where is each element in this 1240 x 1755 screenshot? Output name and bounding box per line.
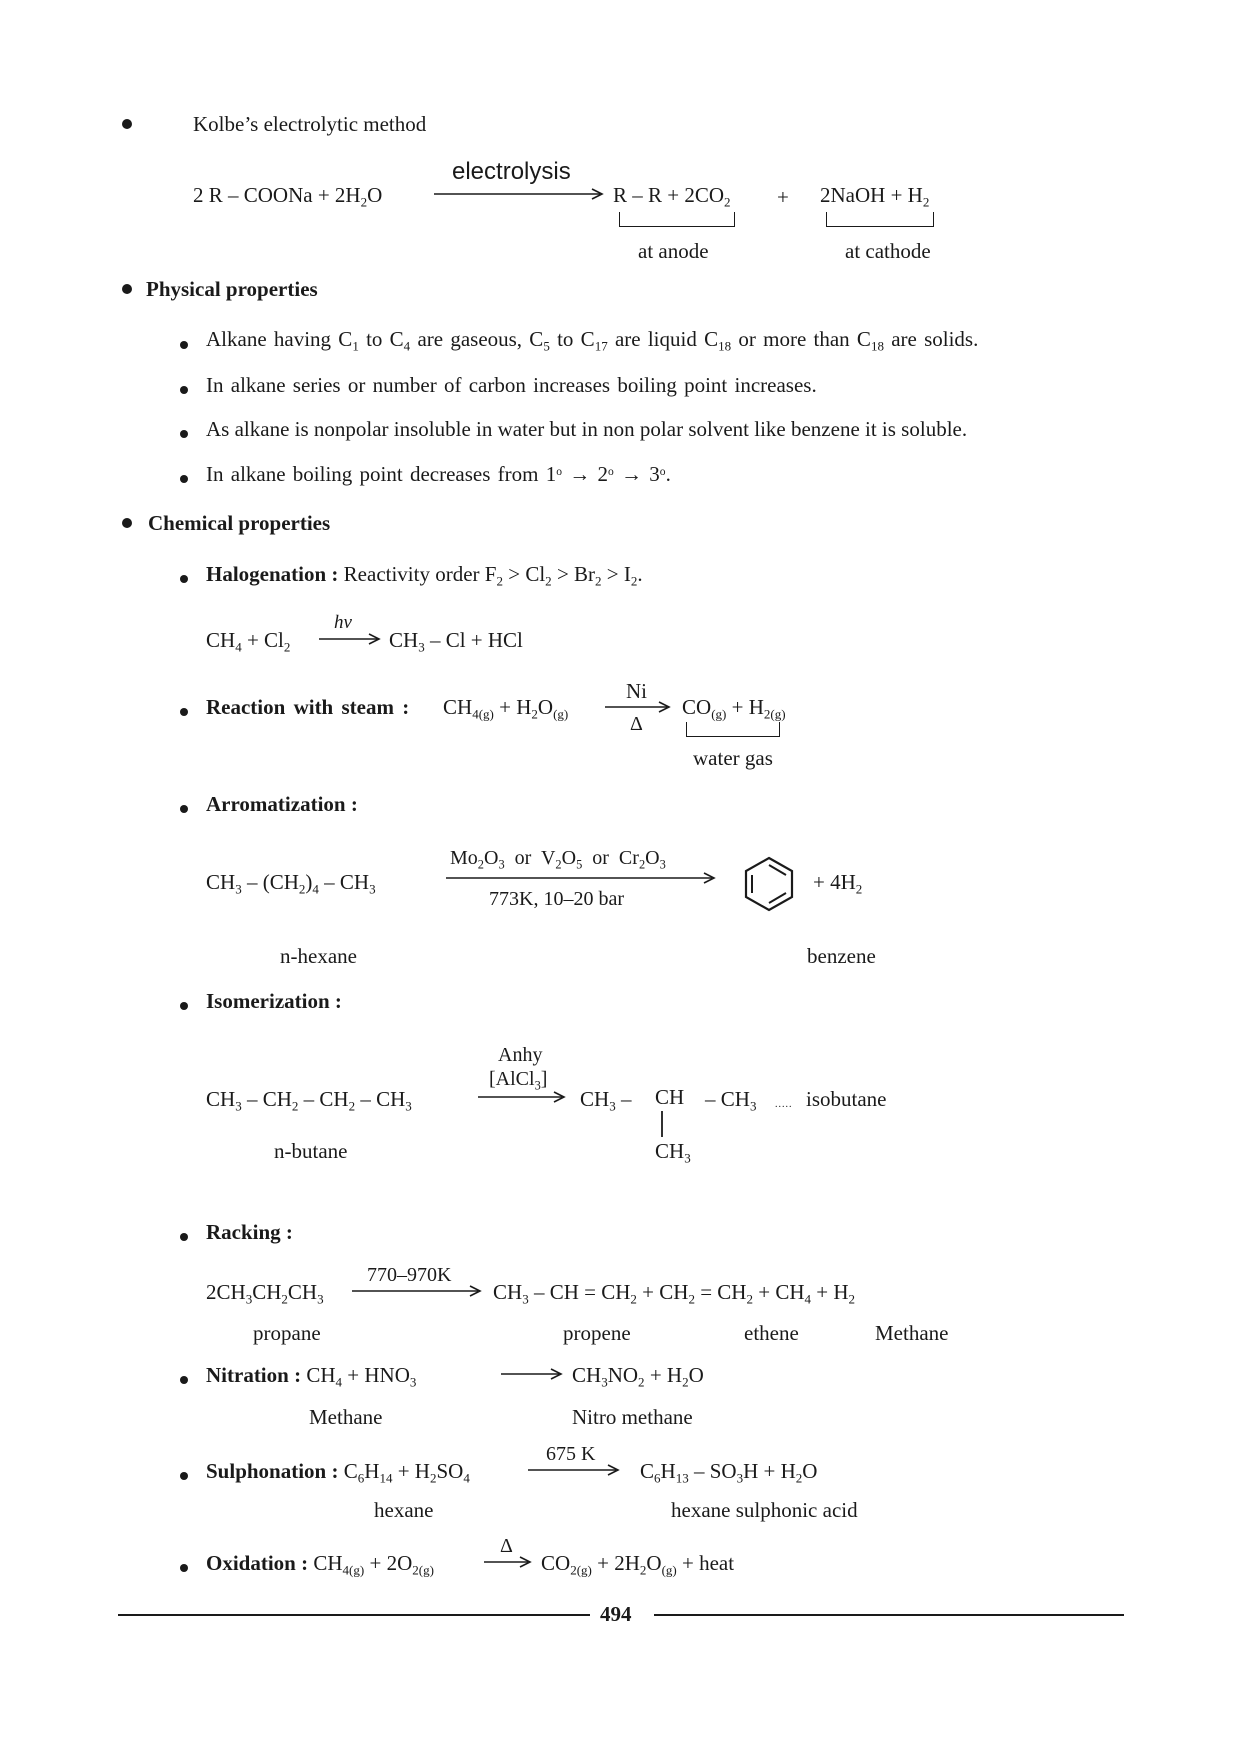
bullet [122, 119, 132, 129]
sub-bullet [180, 386, 188, 394]
halogenation-lhs: $CH_4 + Cl_2$ [206, 628, 291, 655]
steam-rhs: $CO_{(g)} + H_{2(g)}$ [682, 695, 786, 722]
oxidation-lhs: Oxidation : $CH_{4(g)} + 2O_{2(g)}$ [206, 1551, 434, 1578]
plus-sign: + [777, 185, 789, 209]
anode-bracket [619, 212, 735, 227]
sub-bullet [180, 1564, 188, 1572]
reaction-arrow [528, 1463, 622, 1477]
page-number: 494 [600, 1602, 632, 1626]
aromatization-rhs: + $4H_2$ [813, 870, 863, 897]
isomerization-rhs-a: $CH_3$ – [580, 1087, 637, 1114]
cracking-rhs: $CH_3$ – CH = $CH_2 + CH_2 = CH_2 + CH_4 + H_2$ [493, 1280, 856, 1307]
nitration-rhs-name: Nitro methane [572, 1405, 693, 1429]
water-gas-label: water gas [693, 746, 773, 770]
physical-point-1: Alkane having $C_1$ to $C_4$ are gaseous, $C_5$ to $C_{17}$ are liquid $C_{18}$ or more than $C_{18}$ are solids. [206, 327, 979, 354]
sub-bullet [180, 1233, 188, 1241]
reaction-arrow [501, 1367, 565, 1381]
cathode-label: at cathode [845, 239, 931, 263]
sulphonation-lhs: Sulphonation : $C_6H_{14} + H_2SO_4$ [206, 1459, 470, 1486]
aromatization-conditions: 773K, 10–20 bar [489, 888, 624, 910]
reaction-arrow [319, 632, 383, 646]
halogenation-arrow-label: hv [334, 612, 352, 633]
sulphonation-rhs: $C_6H_{13} - SO_3H + H_2O$ [640, 1459, 818, 1486]
benzene-label: benzene [807, 944, 876, 968]
halogenation-line: Halogenation : Reactivity order $F_2 > Cl_2 > Br_2 > I_2$. [206, 562, 643, 589]
nitration-lhs: Nitration : $CH_4 + HNO_3$ [206, 1363, 417, 1390]
cracking-arrow-label: 770–970K [367, 1264, 452, 1286]
reaction-arrow [605, 700, 673, 714]
cracking-label: Racking : [206, 1220, 293, 1244]
anode-label: at anode [638, 239, 709, 263]
n-butane-label: n-butane [274, 1139, 348, 1163]
sub-bullet [180, 475, 188, 483]
sub-bullet [180, 341, 188, 349]
aromatization-lhs: $CH_3 - (CH_2)_4 - CH_3$ [206, 870, 376, 897]
steam-arrow-label: Ni [626, 679, 647, 703]
footer-rule-left [118, 1614, 590, 1616]
footer-rule-right [654, 1614, 1124, 1616]
propene-label: propene [563, 1321, 631, 1345]
steam-lhs: $CH_{4(g)} + H_2O_{(g)}$ [443, 695, 569, 722]
reaction-arrow [434, 187, 606, 201]
reaction-arrow [484, 1555, 534, 1569]
cracking-lhs: $2CH_3CH_2CH_3$ [206, 1280, 324, 1307]
isomerization-label: Isomerization : [206, 989, 342, 1013]
bond-line [659, 1111, 665, 1139]
kolbe-title: Kolbe’s electrolytic method [193, 112, 427, 136]
halogenation-rhs: $CH_3$ – Cl + HCl [389, 628, 523, 655]
reaction-arrow [352, 1284, 484, 1298]
kolbe-lhs: 2 R – COONa + $2H_2O$ [193, 183, 383, 210]
sub-bullet [180, 1472, 188, 1480]
catalyst-alcl3: [AlCl$_3$] [489, 1068, 548, 1093]
isobutane-label: isobutane [806, 1087, 887, 1111]
sub-bullet [180, 805, 188, 813]
aromatization-label: Arromatization : [206, 792, 358, 816]
kolbe-arrow-label: electrolysis [452, 158, 571, 185]
oxidation-rhs: $CO_{2(g)} + 2H_2O_{(g)}$ + heat [541, 1551, 735, 1578]
sub-bullet [180, 430, 188, 438]
kolbe-product-2: 2NaOH + $H_2$ [820, 183, 930, 210]
isomerization-ch: CH [655, 1085, 685, 1109]
dotted-leader: ..... [775, 1099, 793, 1110]
sub-bullet [180, 575, 188, 583]
bullet [122, 518, 132, 528]
sub-bullet [180, 708, 188, 716]
water-gas-bracket [686, 722, 780, 737]
bullet [122, 284, 132, 294]
physical-point-2: In alkane series or number of carbon increases boiling point increases. [206, 373, 817, 397]
delta-label: Δ [630, 713, 643, 735]
n-hexane-label: n-hexane [280, 944, 357, 968]
nitration-rhs: $CH_3NO_2 + H_2O$ [572, 1363, 704, 1390]
methane-label: Methane [875, 1321, 949, 1345]
catalyst-anhy: Anhy [498, 1044, 543, 1066]
chemical-heading: Chemical properties [148, 511, 331, 535]
hexane-label: hexane [374, 1498, 434, 1522]
nitration-lhs-name: Methane [309, 1405, 383, 1429]
sulphonation-arrow-label: 675 K [546, 1443, 596, 1465]
kolbe-product-1: $R - R + 2CO_2$ [613, 183, 731, 210]
hexane-sulphonic-acid-label: hexane sulphonic acid [671, 1498, 858, 1522]
steam-label: Reaction with steam : [206, 695, 410, 719]
oxidation-arrow-label: Δ [500, 1535, 513, 1557]
reaction-arrow [478, 1090, 568, 1104]
physical-point-3: As alkane is nonpolar insoluble in water but in non polar solvent like benzene it is soluble. [206, 417, 968, 441]
cathode-bracket [826, 212, 934, 227]
methyl-branch: $CH_3$ [655, 1139, 691, 1166]
sub-bullet [180, 1002, 188, 1010]
ethene-label: ethene [744, 1321, 799, 1345]
physical-heading: Physical properties [146, 277, 318, 301]
benzene-ring-icon [742, 854, 796, 914]
isomerization-lhs: $CH_3 - CH_2 - CH_2 - CH_3$ [206, 1087, 412, 1114]
sub-bullet [180, 1376, 188, 1384]
aromatization-catalyst: $Mo_2O_3$ or $V_2O_5$ or $Cr_2O_3$ [450, 847, 666, 872]
isomerization-rhs-b: – $CH_3$ [705, 1087, 757, 1114]
propane-label: propane [253, 1321, 321, 1345]
physical-point-4: In alkane boiling point decreases from $1^o \to 2^o \to 3^o$. [206, 462, 671, 486]
reaction-arrow [446, 871, 718, 885]
